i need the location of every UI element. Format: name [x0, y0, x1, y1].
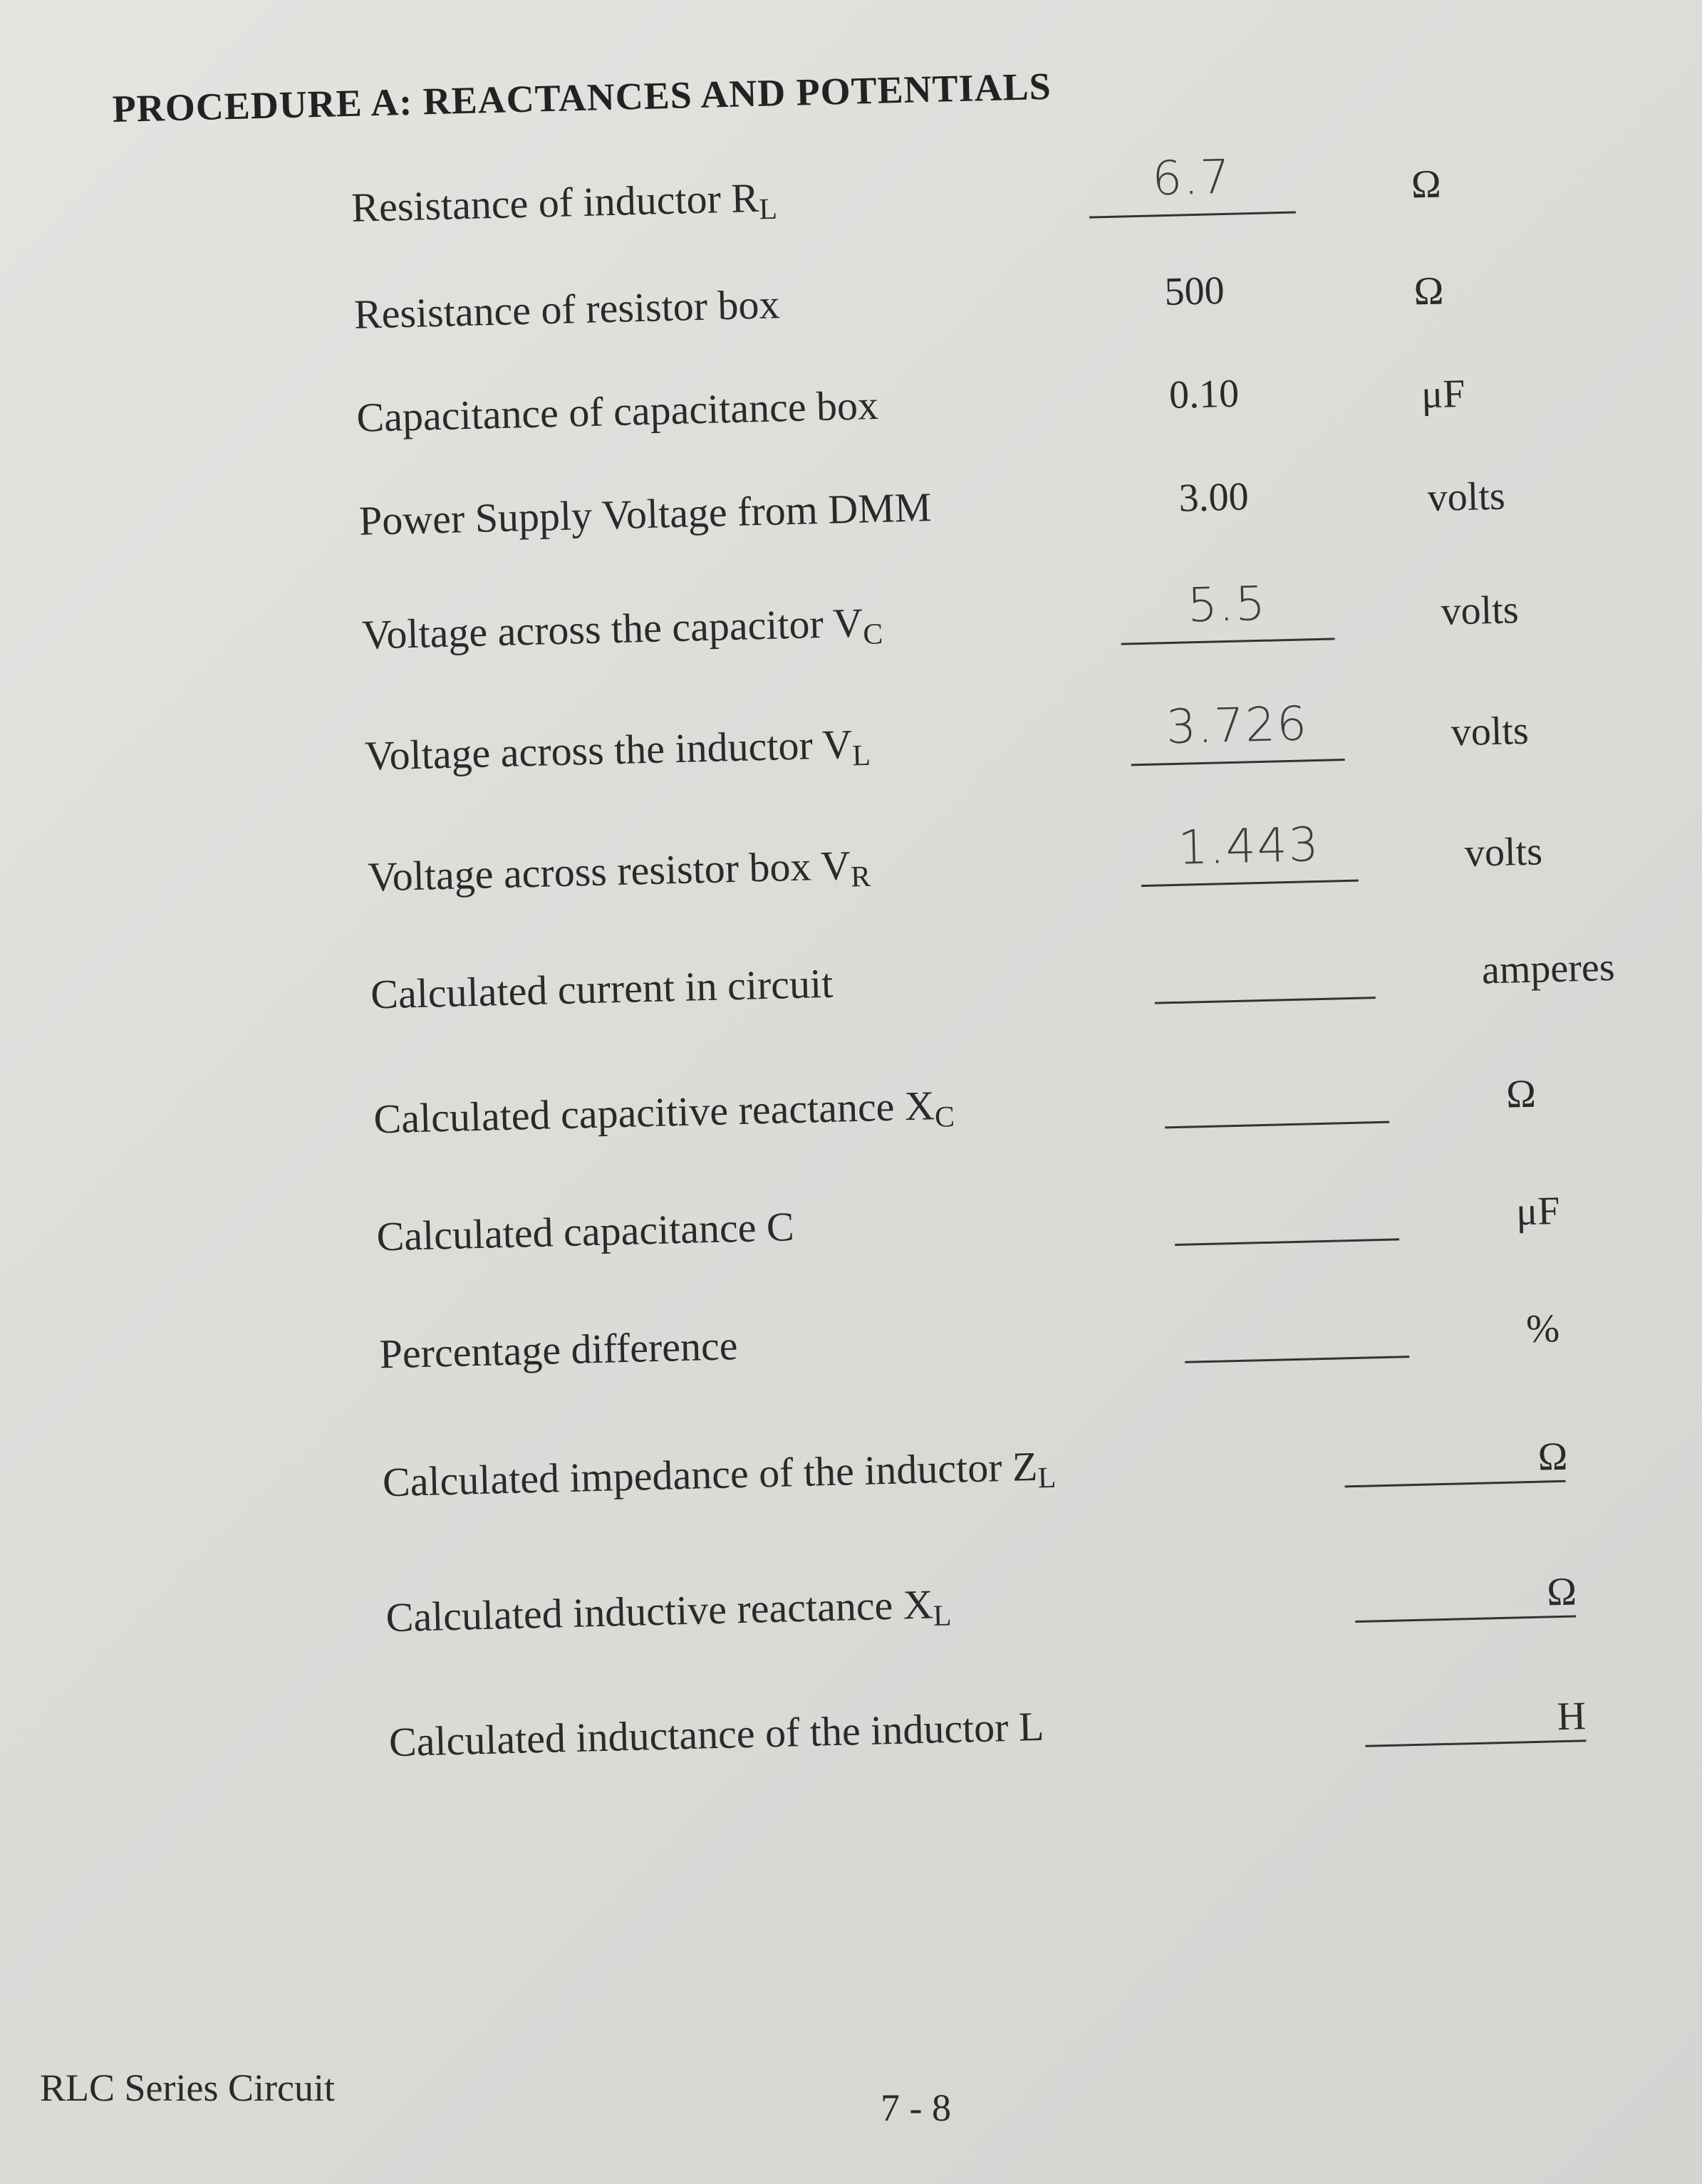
row-label: Resistance of inductor $R_L$ [351, 174, 778, 231]
unit-label: volts [1464, 829, 1543, 875]
handwritten-value [1355, 1606, 1576, 1612]
answer-field[interactable] [1153, 940, 1376, 1004]
unit-label: Ω [1537, 1434, 1569, 1480]
row-label: Voltage across resistor box $V_R$ [367, 841, 871, 900]
unit-label: volts [1440, 588, 1520, 634]
unit-label: volts [1426, 474, 1506, 521]
answer-field[interactable] [1120, 576, 1335, 645]
row-capacitor-voltage [11, 545, 1702, 672]
answer-field[interactable] [1140, 816, 1359, 887]
row-label: Voltage across the inductor $V_L$ [364, 720, 871, 779]
answer-field[interactable] [1354, 1559, 1576, 1623]
footer-document-title: RLC Series Circuit [40, 2066, 335, 2109]
answer-field[interactable] [1344, 1423, 1569, 1488]
row-inductive-reactance [36, 1528, 1702, 1655]
answer-field[interactable] [1364, 1683, 1587, 1747]
unit-label: Ω [1411, 162, 1442, 207]
row-label: Power Supply Voltage from DMM [358, 483, 933, 544]
row-label: Calculated capacitance C [375, 1202, 795, 1260]
answer-field[interactable] [1183, 1299, 1409, 1363]
unit-label: amperes [1481, 945, 1616, 993]
row-label: Calculated inductance of the inductor L [388, 1702, 1045, 1765]
handwritten-value [1365, 1731, 1586, 1737]
handwritten-value: 6.7 [1151, 149, 1233, 207]
row-resistor-voltage [17, 787, 1702, 914]
handwritten-value [1175, 1229, 1399, 1235]
printed-value: 3.00 [1178, 474, 1250, 521]
row-inductance [38, 1653, 1702, 1779]
handwritten-value [1185, 1347, 1409, 1353]
row-supply-voltage [9, 431, 1702, 558]
row-label: Calculated impedance of the inductor $Z_L$ [382, 1442, 1057, 1505]
row-resistor-box [4, 224, 1702, 351]
handwritten-value [1344, 1472, 1565, 1477]
row-capacitance-box [6, 328, 1702, 454]
row-inductor-impedance [32, 1393, 1702, 1519]
printed-value: 0.10 [1168, 371, 1240, 417]
answer-field[interactable] [1088, 149, 1296, 219]
unit-label: volts [1451, 708, 1530, 755]
row-label: Resistance of resistor box [353, 280, 781, 338]
footer-page-number: 7 - 8 [881, 2086, 951, 2129]
row-calculated-capacitance [26, 1147, 1702, 1274]
answer-field[interactable] [1173, 1181, 1399, 1246]
answer-field[interactable] [1110, 469, 1318, 531]
unit-label: H [1556, 1694, 1587, 1740]
handwritten-value: 3.726 [1166, 696, 1309, 755]
row-label: Voltage across the capacitor $V_C$ [361, 599, 883, 658]
unit-label: Ω [1413, 269, 1445, 314]
unit-label: μF [1421, 371, 1466, 417]
handwritten-value: 5.5 [1186, 576, 1267, 633]
answer-field[interactable] [1163, 1064, 1389, 1129]
row-label: Calculated current in circuit [370, 960, 834, 1018]
row-capacitive-reactance [24, 1029, 1702, 1156]
row-calculated-current [21, 905, 1702, 1031]
unit-label: μF [1515, 1188, 1561, 1234]
answer-field[interactable] [1091, 263, 1299, 325]
row-label: Percentage difference [378, 1321, 739, 1377]
handwritten-value [1165, 1113, 1389, 1118]
row-label: Calculated inductive reactance $X_L$ [385, 1581, 953, 1640]
row-label: Capacitance of capacitance box [356, 381, 879, 441]
handwritten-value: 1.443 [1177, 816, 1321, 875]
procedure-heading: PROCEDURE A: REACTANCES AND POTENTIALS [112, 64, 1052, 131]
row-inductor-resistance [1, 118, 1702, 245]
printed-value: 500 [1163, 269, 1225, 315]
row-percentage-difference [29, 1264, 1702, 1391]
row-label: Calculated capacitive reactance $X_C$ [373, 1081, 955, 1143]
answer-field[interactable] [1100, 366, 1308, 428]
answer-field[interactable] [1130, 696, 1345, 766]
unit-label: Ω [1505, 1071, 1537, 1117]
unit-label: Ω [1546, 1569, 1577, 1615]
row-inductor-voltage [14, 666, 1702, 793]
unit-label: % [1525, 1306, 1560, 1352]
handwritten-value [1155, 988, 1376, 994]
